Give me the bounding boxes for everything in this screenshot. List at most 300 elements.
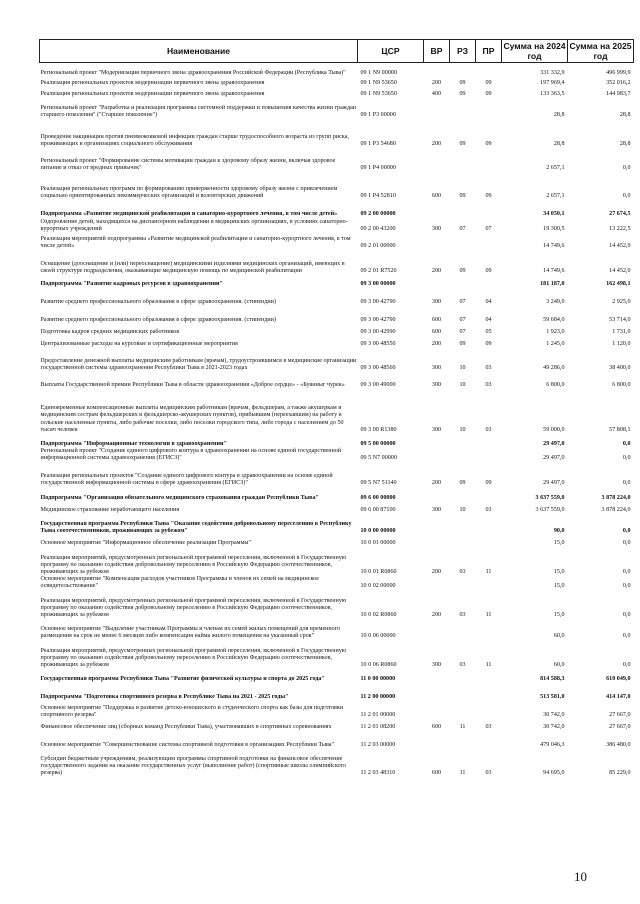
row-sum-2025: 53 714,0 xyxy=(609,316,631,323)
row-sum-2025: 6 800,0 xyxy=(612,381,631,388)
table-row xyxy=(40,462,634,487)
row-name: Выплаты Государственной премии Республики Тыва в области здравоохранения «Доброе сердце» - «Буянныг чурек» xyxy=(40,381,345,388)
row-vr xyxy=(424,683,450,701)
row-csr: 09 1 N9 53650 xyxy=(360,80,397,87)
row-pr xyxy=(476,487,502,502)
table-row xyxy=(40,250,634,275)
row-sum-2024: 331 332,9 xyxy=(540,70,565,77)
row-rz xyxy=(450,701,476,719)
row-sum-2024: 29 497,0 xyxy=(543,454,565,461)
row-vr: 300 xyxy=(431,506,442,513)
row-sum-2024: 28,8 xyxy=(553,112,565,119)
row-sum-2024: 29 497,0 xyxy=(543,440,565,447)
row-rz xyxy=(450,275,476,288)
row-sum-2025: 0,0 xyxy=(622,165,631,172)
header-name: Наименование xyxy=(40,40,358,63)
row-csr: 09 5 N7 51140 xyxy=(360,479,397,486)
row-sum-2025: 0,0 xyxy=(622,440,631,447)
row-csr: 09 3 00 48560 xyxy=(360,364,396,371)
row-rz xyxy=(450,669,476,683)
row-csr: 09 1 P4 52810 xyxy=(360,193,396,200)
row-vr: 600 xyxy=(431,316,442,323)
table-row xyxy=(40,219,634,233)
row-vr xyxy=(424,669,450,683)
row-pr xyxy=(476,448,502,462)
row-rz xyxy=(450,619,476,640)
row-csr: 11 2 00 00000 xyxy=(360,693,396,700)
row-pr: 09 xyxy=(485,267,492,274)
row-name: Предоставление денежной выплаты медицинским работникам (врачам), трудоустроившимся в медицинские организации государственной системы здравоохранения Республики Тыва в 2021-2023 годах xyxy=(40,357,357,371)
row-vr: 300 xyxy=(431,426,442,433)
row-rz: 09 xyxy=(459,80,466,87)
table-row xyxy=(40,683,634,701)
row-name: Основное мероприятие "Выделение участникам Программы и членам их семей жилых помещений для временного размещения на срок не менее 6 месяцев либо компенсация найма жилого помещения на указанный срок" xyxy=(40,625,341,639)
row-name: Региональный проект "Модернизация первичного звена здравоохранения Российской Федерации (Республика Тыва)" xyxy=(40,70,346,77)
row-sum-2025: 1 731,0 xyxy=(612,328,631,335)
row-name: Региональный проект "Создание единого цифрового контура в здравоохранении на основе единой государственной информационной системы здравоохранения (ЕГИСЗ)" xyxy=(40,447,342,461)
row-rz: 09 xyxy=(459,193,466,200)
row-sum-2025: 27 667,0 xyxy=(609,711,631,718)
row-rz: 09 xyxy=(459,91,466,98)
row-sum-2025: 386 480,0 xyxy=(606,741,631,748)
row-pr xyxy=(476,619,502,640)
row-vr: 200 xyxy=(431,611,442,618)
row-csr: 11 2 01 00000 xyxy=(360,711,396,718)
row-pr: 09 xyxy=(485,91,492,98)
header-vr: ВР xyxy=(424,40,450,63)
budget-table-page xyxy=(39,39,633,777)
row-csr: 09 1 P3 54680 xyxy=(360,141,396,148)
row-pr: 09 xyxy=(485,193,492,200)
row-sum-2024: 30 742,0 xyxy=(543,711,565,718)
table-row xyxy=(40,389,634,434)
row-rz: 07 xyxy=(459,225,466,232)
row-vr: 200 xyxy=(431,568,442,575)
row-name: Подпрограмма "Организация обязательного медицинского страхования граждан Республики Тыва" xyxy=(40,494,319,501)
row-sum-2024: 30 742,0 xyxy=(543,723,565,730)
row-name: Региональный проект "Разработка и реализация программы системной поддержки и повышения качества жизни граждан старшего поколения" ("Старшее поколение") xyxy=(40,105,357,119)
row-sum-2025: 352 016,2 xyxy=(606,80,631,87)
row-sum-2024: 1 923,0 xyxy=(546,328,565,335)
row-csr: 09 3 00 42790 xyxy=(360,316,396,323)
row-rz: 07 xyxy=(459,316,466,323)
row-sum-2024: 814 588,3 xyxy=(540,675,565,682)
row-vr xyxy=(424,201,450,219)
table-row xyxy=(40,336,634,348)
row-vr xyxy=(424,434,450,448)
row-sum-2024: 2 657,1 xyxy=(546,165,565,172)
table-row xyxy=(40,288,634,306)
table-row xyxy=(40,78,634,88)
row-pr: 03 xyxy=(485,364,492,371)
row-rz: 03 xyxy=(459,611,466,618)
row-name: Реализация региональных программ по формированию приверженности здоровому образу жизни с привлечением социально ориентированных некоммерческих организаций и волонтерских движений xyxy=(40,186,338,200)
row-rz: 10 xyxy=(459,426,466,433)
row-vr: 600 xyxy=(431,769,442,776)
row-vr xyxy=(424,701,450,719)
row-pr xyxy=(476,99,502,120)
row-sum-2025: 414 147,0 xyxy=(606,693,631,700)
row-csr: 09 6 00 87100 xyxy=(360,506,396,513)
header-csr: ЦСР xyxy=(358,40,424,63)
row-name: Основное мероприятие "Компенсация расходов участников Программы и членов их семей на медицинское освидетельствование" xyxy=(40,575,319,589)
row-name: Развитие среднего профессионального образования в сфере здравоохранения. (стипендии) xyxy=(40,298,276,305)
row-sum-2025: 14 452,0 xyxy=(609,267,631,274)
row-sum-2024: 90,0 xyxy=(553,527,565,534)
row-vr: 400 xyxy=(431,91,442,98)
budget-table xyxy=(39,39,634,777)
row-rz xyxy=(450,535,476,547)
row-name: Основное мероприятие "Поддержка и развитие детско-юношеского и студенческого спорта как базы для подготовки спортивного резерва" xyxy=(40,704,344,718)
row-sum-2025: 0,0 xyxy=(622,454,631,461)
row-csr: 11 2 01 08200 xyxy=(360,723,396,730)
row-vr: 300 xyxy=(431,298,442,305)
row-vr xyxy=(424,275,450,288)
row-csr: 09 1 N9 53650 xyxy=(360,91,397,98)
row-sum-2024: 3 637 559,0 xyxy=(535,494,565,501)
row-csr: 09 3 00 R1380 xyxy=(360,426,397,433)
row-rz: 09 xyxy=(459,340,466,347)
row-csr: 09 3 00 42990 xyxy=(360,328,396,335)
table-row xyxy=(40,535,634,547)
row-csr: 10 0 06 00000 xyxy=(360,632,396,639)
row-vr: 200 xyxy=(431,141,442,148)
row-pr: 05 xyxy=(485,328,492,335)
row-sum-2024: 1 245,0 xyxy=(546,340,565,347)
row-sum-2025: 38 400,0 xyxy=(609,364,631,371)
row-rz: 03 xyxy=(459,568,466,575)
row-csr: 09 1 P4 00000 xyxy=(360,165,396,172)
row-pr: 03 xyxy=(485,381,492,388)
row-pr: 03 xyxy=(485,426,492,433)
row-csr: 09 3 00 00000 xyxy=(360,280,396,287)
row-csr: 09 2 00 00000 xyxy=(360,211,396,218)
row-sum-2024: 197 969,4 xyxy=(540,80,565,87)
table-row xyxy=(40,619,634,640)
row-sum-2024: 94 695,0 xyxy=(543,769,565,776)
row-rz xyxy=(450,201,476,219)
row-sum-2024: 59 684,0 xyxy=(543,316,565,323)
row-vr xyxy=(424,731,450,749)
row-csr: 10 0 01 R0860 xyxy=(360,568,397,575)
row-csr: 10 0 06 R0860 xyxy=(360,661,397,668)
row-pr xyxy=(476,683,502,701)
row-vr xyxy=(424,576,450,590)
header-pr: ПР xyxy=(476,40,502,63)
row-sum-2025: 2 925,0 xyxy=(612,298,631,305)
table-row xyxy=(40,640,634,669)
row-sum-2025: 610 049,0 xyxy=(606,675,631,682)
table-row xyxy=(40,173,634,201)
row-sum-2025: 57 808,1 xyxy=(609,426,631,433)
row-name: Реализация региональных проектов "Создание единого цифрового контура в здравоохранении на основе единой государственной информационной системы в сфере здравоохранения (ЕГИСЗ)" xyxy=(40,472,333,486)
row-rz: 11 xyxy=(459,723,466,730)
row-vr xyxy=(424,514,450,535)
row-sum-2024: 181 187,0 xyxy=(540,280,565,287)
row-sum-2024: 15,0 xyxy=(553,539,565,546)
row-sum-2025: 13 222,5 xyxy=(609,225,631,232)
row-vr xyxy=(424,233,450,250)
table-row xyxy=(40,590,634,619)
row-sum-2024: 60,0 xyxy=(553,661,565,668)
row-vr: 300 xyxy=(431,661,442,668)
row-rz xyxy=(450,683,476,701)
row-pr: 03 xyxy=(485,723,492,730)
row-rz: 09 xyxy=(459,479,466,486)
row-csr: 11 2 03 48310 xyxy=(360,769,396,776)
row-name: Медицинское страхование неработающего населения xyxy=(40,506,180,513)
row-csr: 09 1 P3 00000 xyxy=(360,112,396,119)
row-name: Субсидии бюджетным учреждениям, реализующим программы спортивной подготовки на финансовое обеспечение государственного задания на оказание государственных услуг (выполнение работ) (спортивные школы олимпийского резерва) xyxy=(40,755,347,776)
row-sum-2024: 60,0 xyxy=(553,632,565,639)
row-rz xyxy=(450,448,476,462)
row-name: Централизованные расходы на курсовые и сертификационные мероприятия xyxy=(40,340,238,347)
table-row xyxy=(40,372,634,389)
row-sum-2024: 49 286,0 xyxy=(543,364,565,371)
row-csr: 09 5 N7 00000 xyxy=(360,454,397,461)
header-sum-2024: Сумма на 2024 год xyxy=(503,41,566,61)
row-sum-2025: 496 999,9 xyxy=(606,70,631,77)
row-vr xyxy=(424,63,450,78)
row-pr xyxy=(476,63,502,78)
row-vr xyxy=(424,149,450,173)
row-pr xyxy=(476,669,502,683)
table-row xyxy=(40,324,634,336)
row-name: Реализация мероприятий подпрограммы «Развитие медицинской реабилитации и санаторно-курортного лечения, в том числе детей» xyxy=(40,235,351,249)
row-name: Подготовка кадров средних медицинских работников xyxy=(40,328,180,335)
row-vr: 300 xyxy=(431,364,442,371)
row-rz xyxy=(450,576,476,590)
row-rz xyxy=(450,233,476,250)
row-pr: 09 xyxy=(485,141,492,148)
table-row xyxy=(40,434,634,448)
row-rz xyxy=(450,731,476,749)
row-sum-2024: 3 249,0 xyxy=(546,298,565,305)
row-sum-2024: 133 363,5 xyxy=(540,91,565,98)
row-sum-2024: 479 046,3 xyxy=(540,741,565,748)
row-name: Оздоровление детей, находящихся на диспансерном наблюдении в медицинских организациях, в условиях санаторно-курортных учреждений xyxy=(40,218,348,232)
row-name: Реализация мероприятий, предусмотренных региональной программой переселения, включенной в Государственную программу по оказанию содействия добровольному переселению в Российскую Федерацию соотечественников, проживающих за рубежом xyxy=(40,597,347,618)
row-sum-2025: 27 667,0 xyxy=(609,723,631,730)
row-vr: 600 xyxy=(431,723,442,730)
row-sum-2024: 29 497,0 xyxy=(543,479,565,486)
row-sum-2025: 3 878 224,0 xyxy=(601,506,631,513)
row-name: Единовременные компенсационные выплаты медицинским работникам (врачам, фельдшерам, а также акушеркам и медицинским сестрам фельдшерских и фельдшерско-акушерских пунктов), прибывшим (переехавшим) на работу в сельские населенные пункты, либо рабочие поселки, либо поселки городского типа, либо города с населением до 50 тысяч человек xyxy=(40,405,344,433)
row-pr: 09 xyxy=(485,479,492,486)
row-csr: 11 2 03 00000 xyxy=(360,741,396,748)
table-row xyxy=(40,275,634,288)
row-pr: 11 xyxy=(485,568,492,575)
table-row xyxy=(40,547,634,576)
row-vr: 300 xyxy=(431,381,442,388)
row-vr xyxy=(424,448,450,462)
row-name: Основное мероприятие "Информационное обеспечение реализации Программы" xyxy=(40,539,251,546)
row-name: Развитие среднего профессионального образования в сфере здравоохранения. (стипендии) xyxy=(40,316,276,323)
table-row xyxy=(40,701,634,719)
row-pr xyxy=(476,535,502,547)
row-vr: 600 xyxy=(431,193,442,200)
row-csr: 09 3 00 48550 xyxy=(360,340,396,347)
row-name: Реализация региональных проектов модернизации первичного звена здравоохранения xyxy=(40,91,265,98)
row-vr: 600 xyxy=(431,328,442,335)
row-csr: 09 2 01 00000 xyxy=(360,242,396,249)
row-name: Подпрограмма "Развитие кадровых ресурсов в здравоохранении" xyxy=(40,280,223,287)
row-name: Реализация мероприятий, предусмотренных региональной программой переселения, включенной в Государственную программу по оказанию содействия добровольному переселению в Российскую Федерацию соотечественников, проживающих за рубежом xyxy=(40,554,347,575)
row-sum-2024: 3 637 559,0 xyxy=(535,506,565,513)
row-vr xyxy=(424,535,450,547)
row-name: Подпрограмма «Развитие медицинской реабилитации и санаторно-курортного лечения, в том числе детей» xyxy=(40,211,338,218)
row-rz xyxy=(450,514,476,535)
row-csr: 10 0 00 00000 xyxy=(360,527,396,534)
row-csr: 10 0 02 R0860 xyxy=(360,611,397,618)
row-pr: 09 xyxy=(485,80,492,87)
row-sum-2024: 513 581,0 xyxy=(540,693,565,700)
row-rz: 07 xyxy=(459,328,466,335)
row-rz: 09 xyxy=(459,141,466,148)
row-sum-2025: 144 983,7 xyxy=(606,91,631,98)
row-name: Региональный проект "Формирование системы мотивации граждан к здоровому образу жизни, включая здоровое питание и отказ от вредных привычек" xyxy=(40,158,336,172)
row-sum-2024: 15,0 xyxy=(553,582,565,589)
row-sum-2025: 28,8 xyxy=(619,141,631,148)
row-vr: 300 xyxy=(431,225,442,232)
row-sum-2024: 14 749,6 xyxy=(543,242,565,249)
row-csr: 09 2 00 43200 xyxy=(360,225,396,232)
row-sum-2025: 1 120,0 xyxy=(612,340,631,347)
row-sum-2025: 0,0 xyxy=(622,661,631,668)
table-row xyxy=(40,502,634,514)
table-row xyxy=(40,749,634,777)
row-sum-2025: 0,0 xyxy=(622,568,631,575)
row-rz xyxy=(450,99,476,120)
table-row xyxy=(40,88,634,99)
row-name: Финансовое обеспечение лиц (сборных команд Республики Тыва), участвовавших в спортивных соревнованиях xyxy=(40,723,332,730)
row-vr xyxy=(424,619,450,640)
row-sum-2025: 28,8 xyxy=(619,112,631,119)
table-header-row xyxy=(40,40,634,63)
row-csr: 10 0 02 00000 xyxy=(360,582,396,589)
row-vr: 200 xyxy=(431,340,442,347)
row-pr xyxy=(476,576,502,590)
row-pr xyxy=(476,149,502,173)
row-pr xyxy=(476,514,502,535)
table-row xyxy=(40,99,634,120)
row-csr: 09 6 00 00000 xyxy=(360,494,396,501)
row-pr: 11 xyxy=(485,661,492,668)
table-row xyxy=(40,63,634,78)
row-name: Оснащение (дооснащение и (или) переоснащение) медицинскими изделиями медицинских организаций, имеющих в своей структуре подразделения, оказывающие медицинскую помощь по медицинской реабилитации xyxy=(40,260,345,274)
row-sum-2024: 19 300,5 xyxy=(543,225,565,232)
row-sum-2025: 0,0 xyxy=(622,582,631,589)
row-pr xyxy=(476,201,502,219)
row-rz: 09 xyxy=(459,267,466,274)
page-number: 10 xyxy=(574,869,587,884)
row-sum-2024: 34 050,1 xyxy=(543,211,565,218)
row-csr: 11 0 00 00000 xyxy=(360,675,396,682)
row-csr: 09 1 N9 00000 xyxy=(360,70,397,77)
table-row xyxy=(40,348,634,372)
row-pr xyxy=(476,434,502,448)
row-name: Реализация мероприятий, предусмотренных региональной программой переселения, включенной в Государственную программу по оказанию содействия добровольному переселению в Российскую Федерацию соотечественников, проживающих за рубежом xyxy=(40,647,347,668)
row-rz: 10 xyxy=(459,381,466,388)
row-vr: 200 xyxy=(431,80,442,87)
header-rz: РЗ xyxy=(450,40,476,63)
row-sum-2025: 0,0 xyxy=(622,611,631,618)
table-row xyxy=(40,731,634,749)
table-row xyxy=(40,233,634,250)
row-sum-2024: 15,0 xyxy=(553,611,565,618)
row-sum-2025: 3 878 224,0 xyxy=(601,494,631,501)
row-vr xyxy=(424,99,450,120)
row-sum-2024: 6 800,0 xyxy=(546,381,565,388)
row-rz xyxy=(450,434,476,448)
row-name: Государственная программа Республики Тыва "Оказание содействия добровольному переселению в Республику Тыва соотечественников, проживающих за рубежом" xyxy=(40,520,352,534)
row-rz xyxy=(450,487,476,502)
row-name: Подпрограмма "Подготовка спортивного резерва в Республике Тыва на 2021 - 2025 годы" xyxy=(40,693,289,700)
table-row xyxy=(40,576,634,590)
row-sum-2024: 2 657,1 xyxy=(546,193,565,200)
row-csr: 09 3 00 42790 xyxy=(360,298,396,305)
row-sum-2025: 0,0 xyxy=(622,539,631,546)
row-sum-2025: 0,0 xyxy=(622,632,631,639)
row-name: Подпрограмма "Информационные технологии в здравоохранении" xyxy=(40,440,227,447)
row-pr xyxy=(476,233,502,250)
row-csr: 10 0 01 00000 xyxy=(360,539,396,546)
row-rz: 07 xyxy=(459,298,466,305)
row-pr: 04 xyxy=(485,298,492,305)
row-pr: 07 xyxy=(485,225,492,232)
row-sum-2025: 162 498,1 xyxy=(606,280,631,287)
row-pr: 04 xyxy=(485,316,492,323)
row-csr: 09 3 00 49000 xyxy=(360,381,396,388)
row-rz: 11 xyxy=(459,769,466,776)
row-pr: 09 xyxy=(485,340,492,347)
row-pr: 03 xyxy=(485,769,492,776)
row-sum-2024: 28,8 xyxy=(553,141,565,148)
row-sum-2024: 15,0 xyxy=(553,568,565,575)
table-row xyxy=(40,719,634,731)
row-pr xyxy=(476,275,502,288)
table-row xyxy=(40,514,634,535)
row-sum-2024: 14 749,6 xyxy=(543,267,565,274)
table-row xyxy=(40,669,634,683)
row-rz xyxy=(450,149,476,173)
row-rz: 10 xyxy=(459,506,466,513)
row-csr: 09 5 00 00000 xyxy=(360,440,396,447)
row-pr: 03 xyxy=(485,506,492,513)
row-sum-2024: 59 000,0 xyxy=(543,426,565,433)
row-sum-2025: 27 674,5 xyxy=(609,211,631,218)
row-sum-2025: 0,0 xyxy=(622,193,631,200)
row-csr: 09 2 01 R7520 xyxy=(360,267,397,274)
table-row xyxy=(40,120,634,149)
row-vr xyxy=(424,487,450,502)
row-sum-2025: 14 452,0 xyxy=(609,242,631,249)
row-rz: 03 xyxy=(459,661,466,668)
row-name: Основное мероприятие "Совершенствование системы спортивной подготовки в организациях Республики Тыва" xyxy=(40,741,334,748)
row-sum-2025: 0,0 xyxy=(622,479,631,486)
row-rz xyxy=(450,63,476,78)
row-vr: 200 xyxy=(431,479,442,486)
row-rz: 10 xyxy=(459,364,466,371)
table-row xyxy=(40,149,634,173)
row-name: Реализация региональных проектов модернизации первичного звена здравоохранения xyxy=(40,80,265,87)
table-row xyxy=(40,201,634,219)
table-row xyxy=(40,448,634,462)
row-name: Проведение вакцинации против пневмококковой инфекции граждан старше трудоспособного возраста из групп риска, проживающих в организациях социального обслуживания xyxy=(40,134,349,148)
row-vr: 200 xyxy=(431,267,442,274)
row-pr xyxy=(476,731,502,749)
header-sum-2025: Сумма на 2025 год xyxy=(569,41,632,61)
